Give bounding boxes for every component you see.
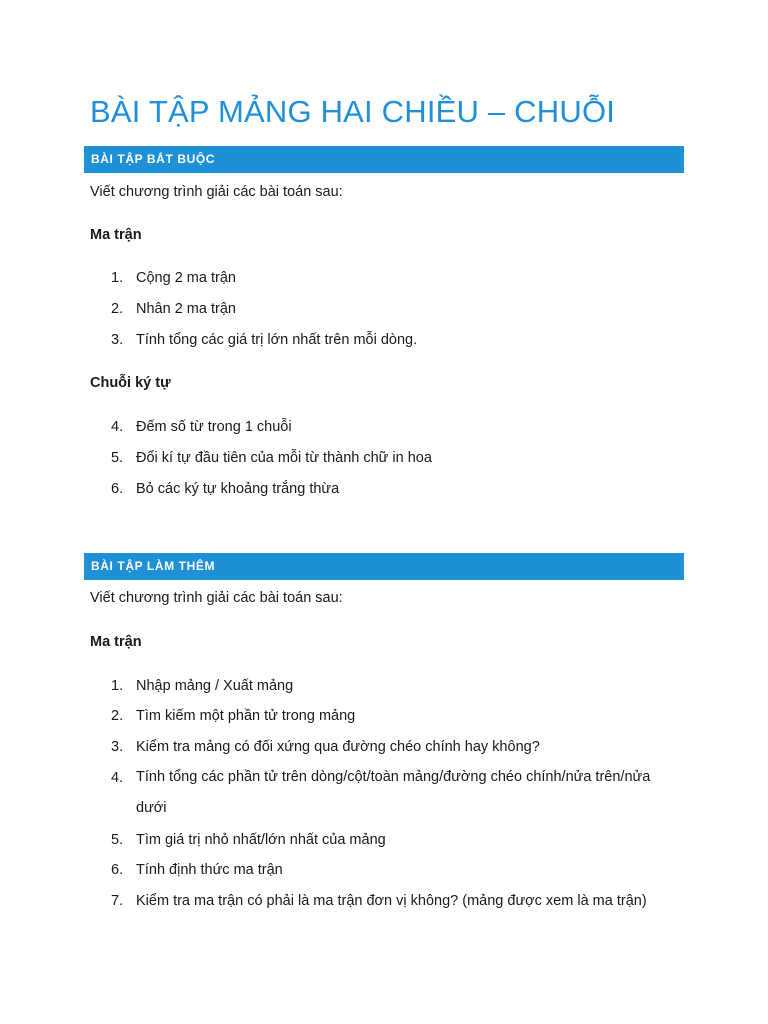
list-item-text: Cộng 2 ma trận: [136, 270, 236, 286]
list-item-text: Tìm giá trị nhỏ nhất/lớn nhất của mảng: [136, 832, 386, 848]
list-item-text: Tìm kiếm một phần tử trong mảng: [136, 708, 356, 724]
list-item-number: 1.: [111, 270, 124, 286]
list-item-number: 4.: [111, 419, 124, 435]
list-item-text: Tính tổng các phần tử trên dòng/cột/toàn mảng/đường chéo chính/nửa trên/nửa dưới: [136, 769, 651, 816]
list-item-text: Đổi kí tự đầu tiên của mỗi từ thành chữ in hoa: [136, 450, 432, 466]
section1-string-heading: Chuỗi ký tự: [90, 375, 171, 391]
section-header-extra: BÀI TẬP LÀM THÊM: [84, 553, 684, 580]
section2-matrix-heading: Ma trận: [90, 634, 142, 650]
list-item-number: 7.: [111, 893, 124, 909]
list-item-text: Tính định thức ma trận: [136, 862, 283, 878]
list-item-text: Kiểm tra mảng có đối xứng qua đường chéo chính hay không?: [136, 739, 540, 755]
section2-intro: Viết chương trình giải các bài toán sau:: [90, 590, 343, 606]
list-item-number: 5.: [111, 832, 124, 848]
list-item-number: 6.: [111, 862, 124, 878]
list-item-text: Bỏ các ký tự khoảng trắng thừa: [136, 481, 340, 497]
list-item-number: 5.: [111, 450, 124, 466]
list-item-text: Kiểm tra ma trận có phải là ma trận đơn vị không? (mảng được xem là ma trận): [136, 893, 647, 909]
section-header-required: BÀI TẬP BẮT BUỘC: [84, 146, 684, 173]
list-item-number: 1.: [111, 678, 124, 694]
section1-matrix-heading: Ma trận: [90, 227, 142, 243]
list-item-number: 3.: [111, 332, 124, 348]
list-item-number: 3.: [111, 739, 124, 755]
list-item-number: 4.: [111, 770, 124, 786]
list-item-number: 2.: [111, 708, 124, 724]
list-item-text: Nhập mảng / Xuất mảng: [136, 678, 294, 694]
list-item-number: 6.: [111, 481, 124, 497]
section1-intro: Viết chương trình giải các bài toán sau:: [90, 184, 343, 200]
list-item-text: Đếm số từ trong 1 chuỗi: [136, 419, 292, 435]
page-title: BÀI TẬP MẢNG HAI CHIỀU – CHUỖI: [90, 94, 616, 129]
list-item-text: Nhân 2 ma trận: [136, 301, 236, 317]
list-item-number: 2.: [111, 301, 124, 317]
list-item-text: Tính tổng các giá trị lớn nhất trên mỗi dòng.: [136, 332, 418, 348]
